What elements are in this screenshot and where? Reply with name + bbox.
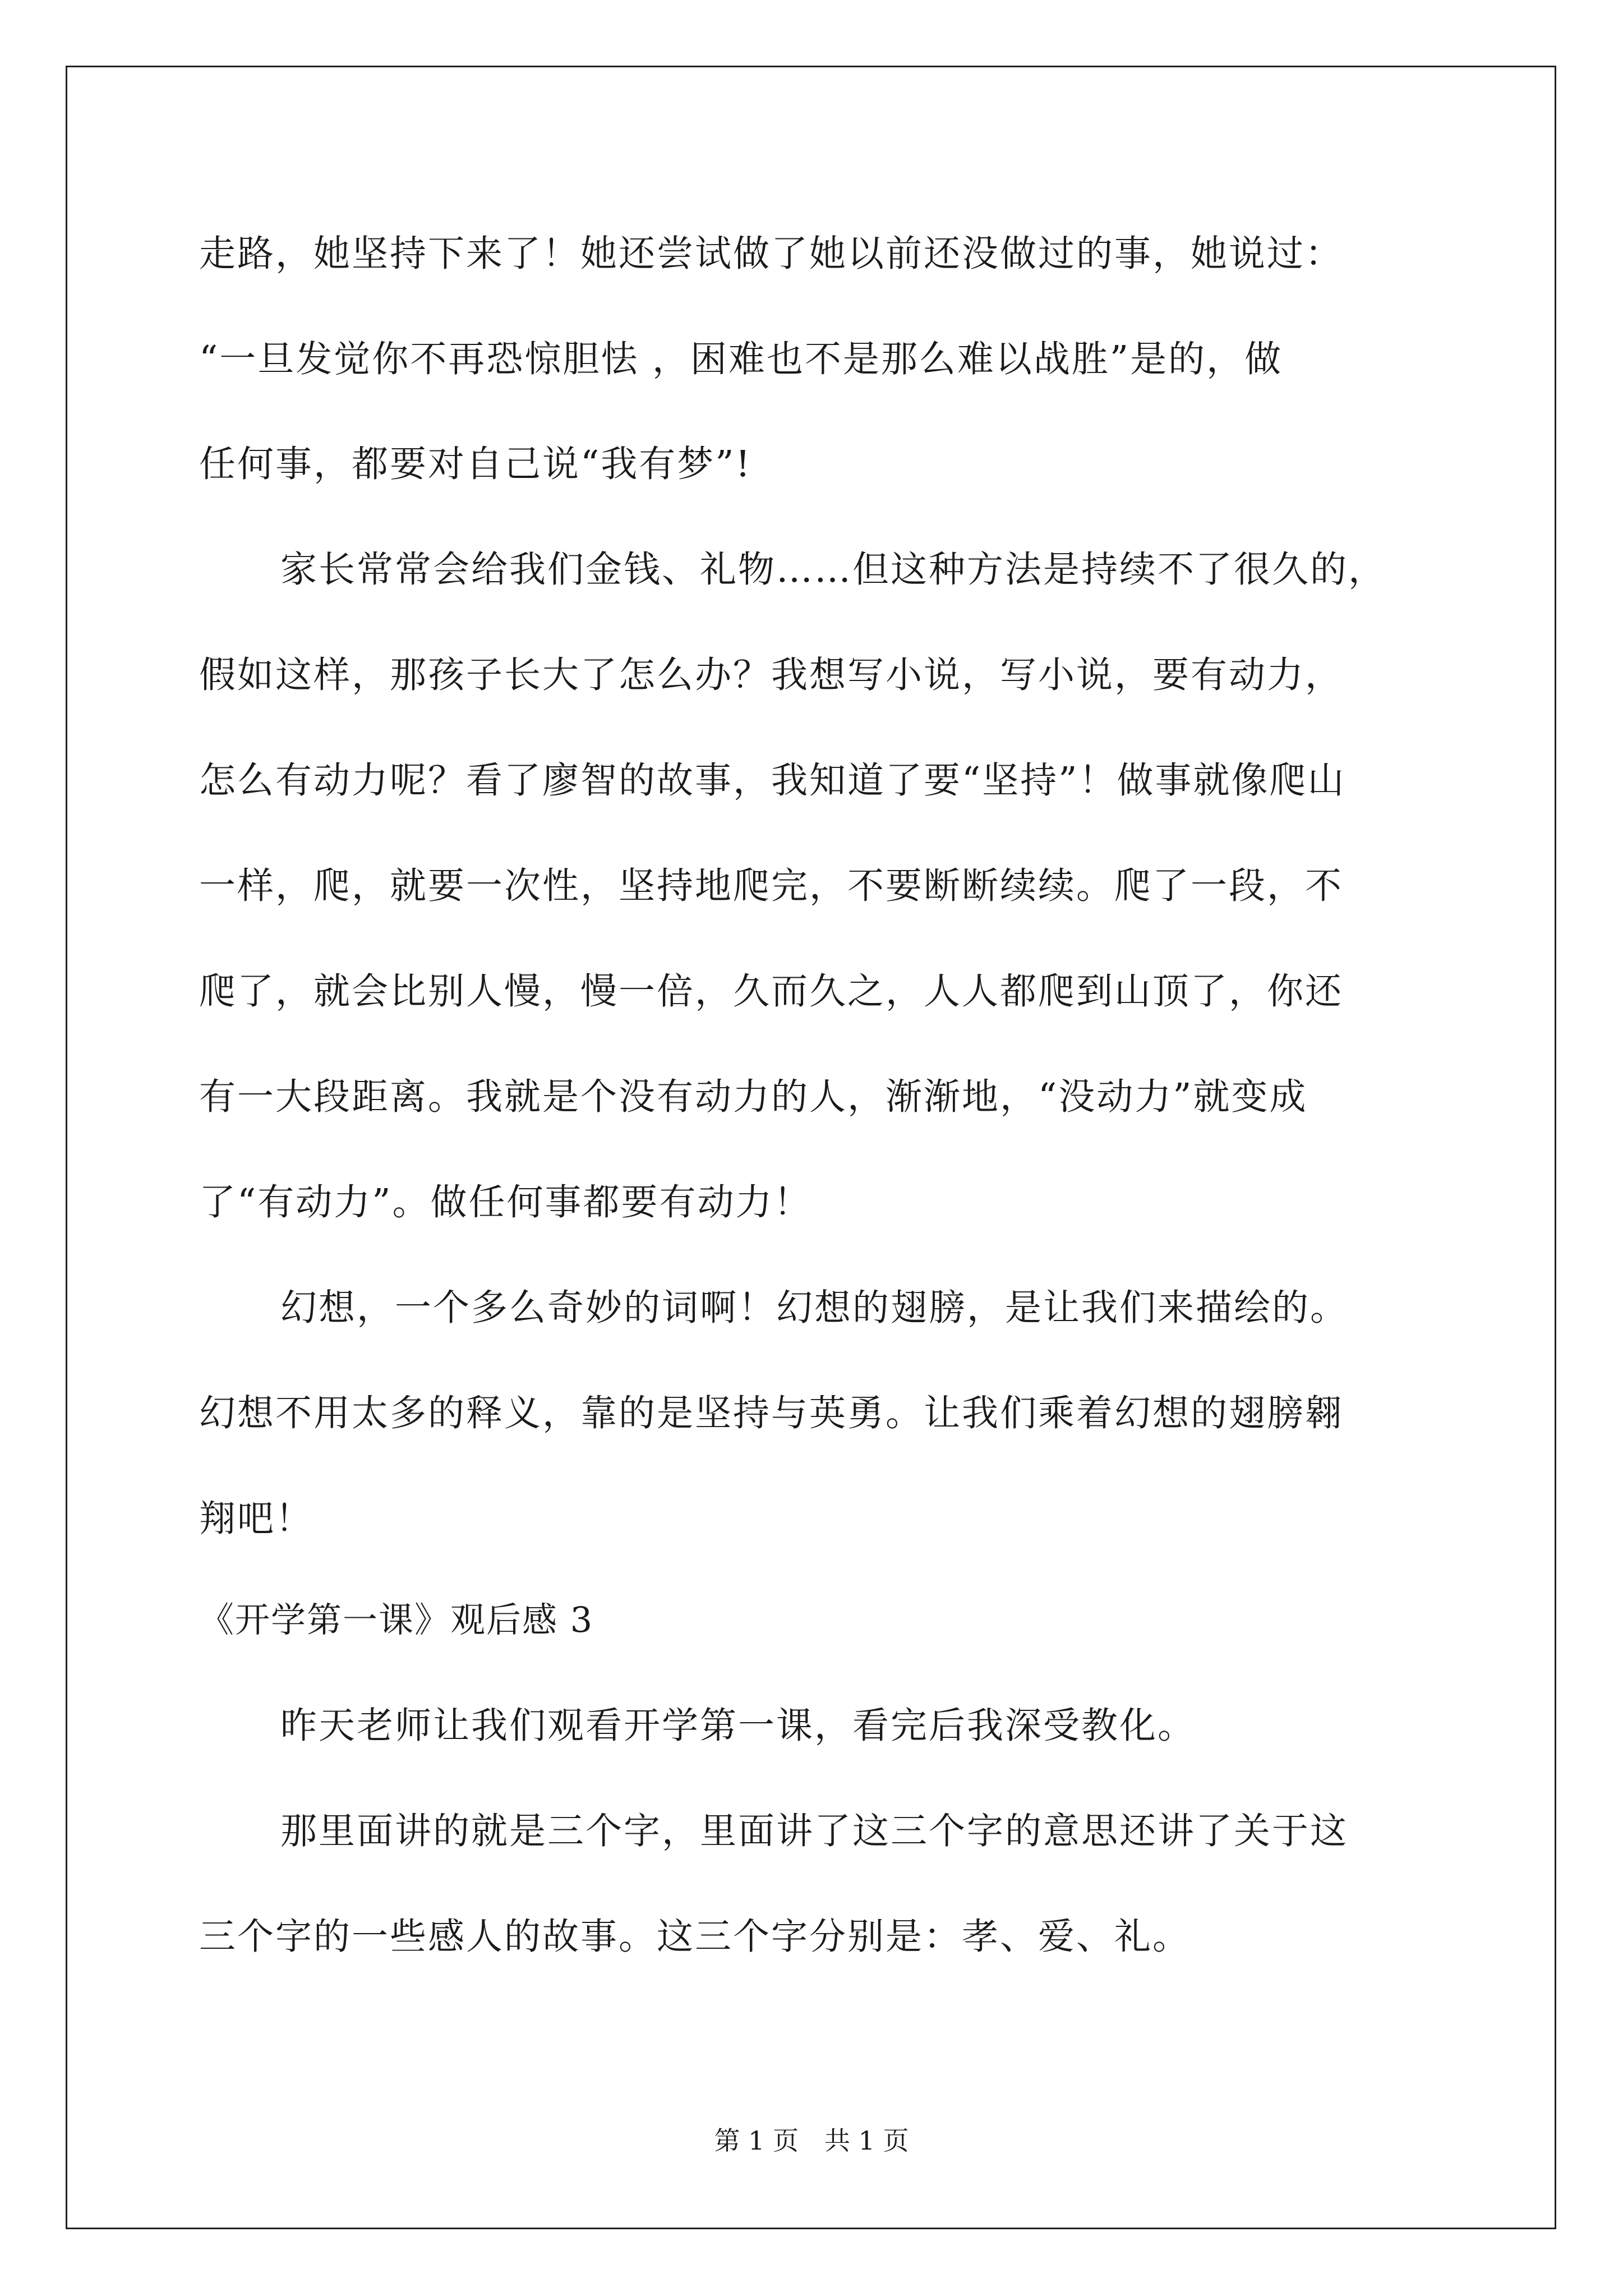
page-border xyxy=(66,66,1556,2229)
section-heading: 《开学第一课》观后感 3 xyxy=(199,1599,594,1640)
text-line: 幻想，一个多么奇妙的词啊！幻想的翅膀，是让我们来描绘的。 xyxy=(280,1287,1349,1329)
text-line: 有一大段距离。我就是个没有动力的人，渐渐地，“没动力”就变成 xyxy=(199,1076,1308,1118)
text-line: 走路，她坚持下来了！她还尝试做了她以前还没做过的事，她说过： xyxy=(199,233,1344,275)
text-line: “一旦发觉你不再恐惊胆怯 ，困难也不是那么难以战胜”是的，做 xyxy=(199,338,1283,380)
text-line: 任何事，都要对自己说“我有梦”! xyxy=(199,443,752,485)
text-line: 幻想不用太多的释义，靠的是坚持与英勇。让我们乘着幻想的翅膀翱 xyxy=(199,1392,1344,1434)
page-footer: 第 1 页 共 1 页 xyxy=(714,2125,909,2156)
text-line: 假如这样，那孩子长大了怎么办？我想写小说，写小说，要有动力， xyxy=(199,654,1344,696)
text-line: 翔吧！ xyxy=(199,1498,314,1540)
text-line: 怎么有动力呢？看了廖智的故事，我知道了要“坚持”！做事就像爬山 xyxy=(199,760,1346,802)
text-line: 了“有动力”。做任何事都要有动力！ xyxy=(199,1181,812,1223)
text-line: 那里面讲的就是三个字，里面讲了这三个字的意思还讲了关于这 xyxy=(280,1810,1349,1852)
text-line: 爬了，就会比别人慢，慢一倍，久而久之，人人都爬到山顶了，你还 xyxy=(199,970,1344,1013)
text-line: 三个字的一些感人的故事。这三个字分别是：孝、爱、礼。 xyxy=(199,1916,1191,1958)
text-line: 家长常常会给我们金钱、礼物……但这种方法是持续不了很久的， xyxy=(280,549,1387,591)
text-line: 一样，爬，就要一次性，坚持地爬完，不要断断续续。爬了一段，不 xyxy=(199,865,1344,907)
text-line: 昨天老师让我们观看开学第一课，看完后我深受教化。 xyxy=(280,1705,1196,1747)
